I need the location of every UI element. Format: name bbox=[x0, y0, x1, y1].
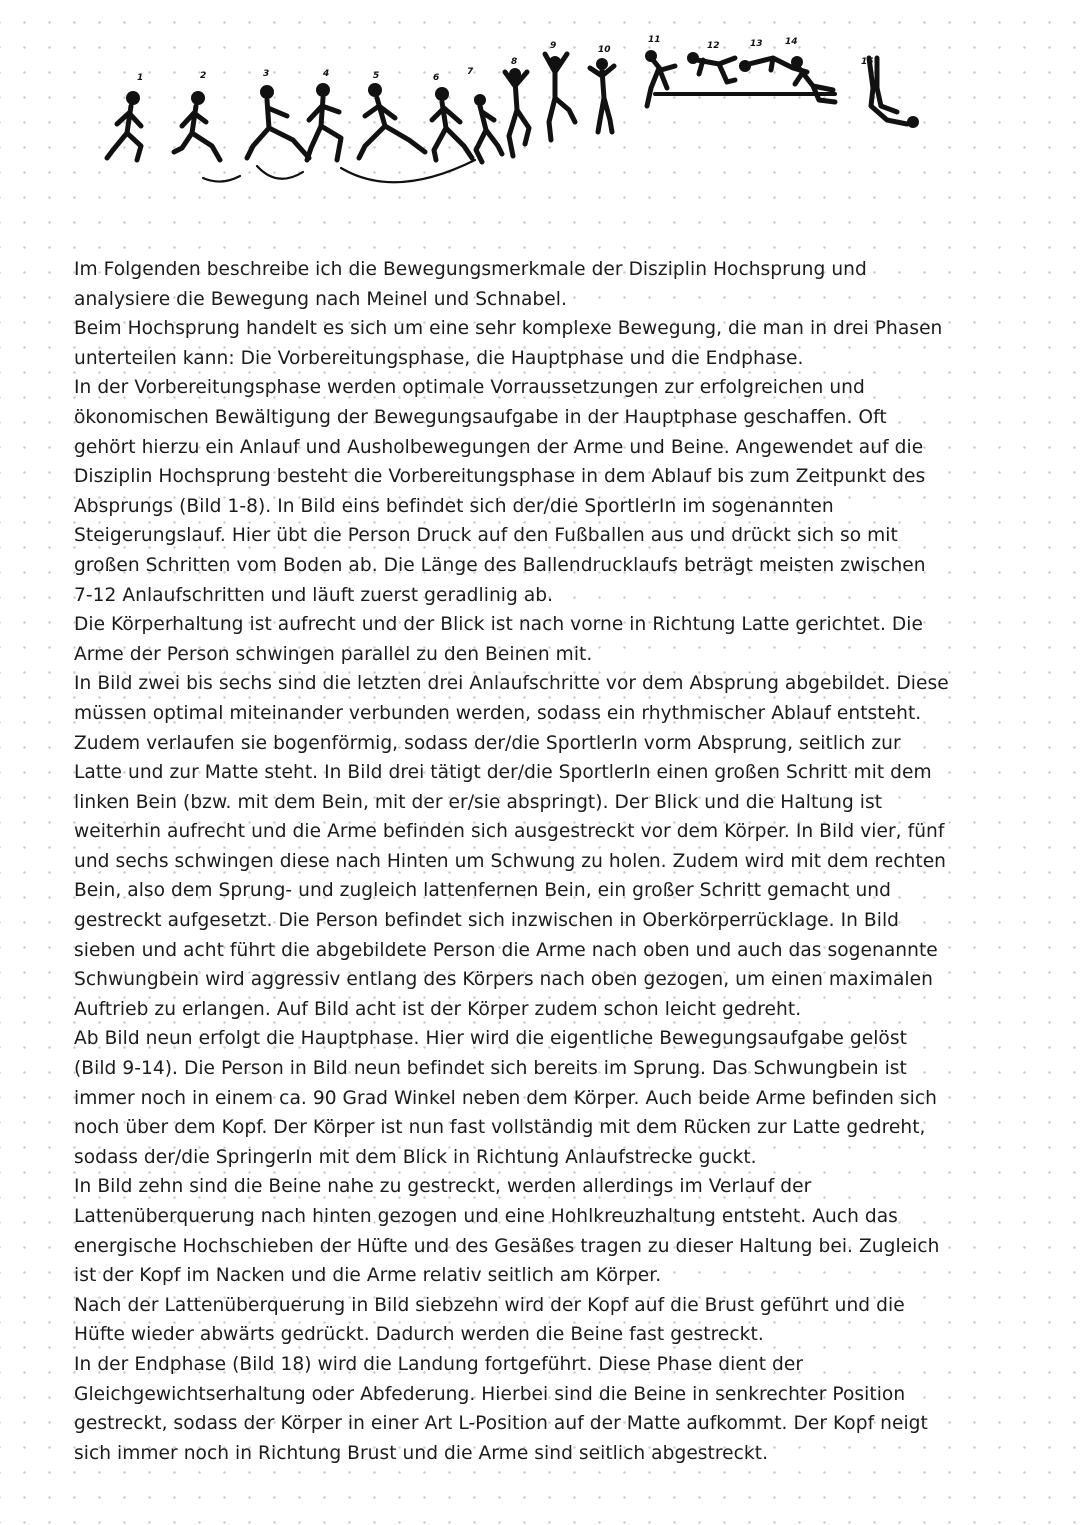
text-line: Lattenüberquerung nach hinten gezogen und eine Hohlkreuzhaltung entsteht. Auch das bbox=[74, 1206, 898, 1227]
text-line: Im Folgenden beschreibe ich die Bewegungsmerkmale der Disziplin Hochsprung und bbox=[74, 259, 867, 280]
frame-label: 13 bbox=[750, 39, 763, 49]
frame-label: 9 bbox=[550, 41, 557, 51]
figure-frame-15 bbox=[869, 58, 919, 128]
text-line: Disziplin Hochsprung besteht die Vorbereitungsphase in dem Ablauf bis zum Zeitpunkt des bbox=[74, 466, 926, 488]
frame-label: 11 bbox=[648, 35, 661, 45]
high-jump-sequence-illustration bbox=[95, 28, 935, 198]
frame-label: 10 bbox=[598, 45, 611, 55]
text-line: Beim Hochsprung handelt es sich um eine sehr komplexe Bewegung, die man in drei Phasen bbox=[74, 318, 943, 340]
text-line: sodass der/die SpringerIn mit dem Blick in Richtung Anlaufstrecke guckt. bbox=[74, 1146, 757, 1168]
text-line: Latte und zur Matte steht. In Bild drei tätigt der/die SportlerIn einen großen Schritt mit dem bbox=[74, 762, 932, 784]
text-line: Schwungbein wird aggressiv entlang des Körpers nach oben gezogen, um einen maximalen bbox=[74, 969, 933, 991]
text-line: Die Körperhaltung ist aufrecht und der Blick ist nach vorne in Richtung Latte gerichtet. Die bbox=[74, 614, 923, 636]
high-jump-sequence-drawing bbox=[95, 28, 935, 198]
text-line: linken Bein (bzw. mit dem Bein, mit der er/sie abspringt). Der Blick und die Haltung ist bbox=[74, 791, 883, 813]
frame-label: 14 bbox=[785, 37, 798, 47]
text-line: 7-12 Anlaufschritten und läuft zuerst geradlinig ab. bbox=[74, 584, 554, 606]
text-line: weiterhin aufrecht und die Arme befinden sich ausgestreckt vor dem Körper. In Bild vier, fünf bbox=[74, 821, 945, 843]
text-line: Ab Bild neun erfolgt die Hauptphase. Hier wird die eigentliche Bewegungsaufgabe gelöst bbox=[74, 1028, 907, 1050]
text-line: Bein, also dem Sprung- und zugleich lattenfernen Bein, ein großer Schritt gemacht und bbox=[74, 880, 891, 902]
text-line: In der Vorbereitungsphase werden optimale Vorraussetzungen zur erfolgreichen und bbox=[74, 377, 865, 399]
text-line: und sechs schwingen diese nach Hinten um Schwung zu holen. Zudem wird mit dem rechten bbox=[74, 850, 947, 872]
text-line: (Bild 9-14). Die Person in Bild neun befindet sich bereits im Sprung. Das Schwungbein ist bbox=[74, 1058, 907, 1080]
figure-frame-2 bbox=[174, 91, 220, 160]
figure-frame-3 bbox=[247, 85, 309, 158]
step-arc-2 bbox=[257, 166, 303, 179]
figure-frame-10 bbox=[590, 58, 614, 132]
figure-frame-12 bbox=[687, 52, 735, 82]
analysis-text bbox=[74, 255, 1004, 1468]
text-line: gestreckt aufgesetzt. Die Person befindet sich inzwischen in Oberkörperrücklage. In Bild bbox=[74, 910, 900, 932]
text-line: müssen optimal miteinander verbunden werden, sodass ein rhythmischer Ablauf entsteht. bbox=[74, 702, 922, 724]
step-arc-3 bbox=[341, 160, 475, 182]
frame-label: 4 bbox=[323, 69, 330, 79]
text-line: Hüfte wieder abwärts gedrückt. Dadurch werden die Beine fast gestreckt. bbox=[74, 1324, 764, 1346]
frame-label: 8 bbox=[511, 57, 518, 67]
frame-label: 7 bbox=[467, 67, 474, 77]
text-line: gehört hierzu ein Anlauf und Ausholbewegungen der Arme und Beine. Angewendet auf die bbox=[74, 436, 924, 458]
frame-label: 6 bbox=[433, 73, 440, 83]
text-line: Auftrieb zu erlangen. Auf Bild acht ist der Körper zudem schon leicht gedreht. bbox=[74, 998, 802, 1020]
frame-label: 3 bbox=[263, 69, 270, 79]
step-rhythm-arcs bbox=[203, 160, 475, 182]
text-line: Steigerungslauf. Hier übt die Person Druck auf den Fußballen aus und drückt sich so mit bbox=[74, 525, 898, 547]
text-line: unterteilen kann: Die Vorbereitungsphase, die Hauptphase und die Endphase. bbox=[74, 347, 804, 369]
text-line: großen Schritten vom Boden ab. Die Länge des Ballendrucklaufs beträgt meisten zwischen bbox=[74, 554, 926, 576]
text-line: In Bild zehn sind die Beine nahe zu gestreckt, werden allerdings im Verlauf der bbox=[74, 1176, 812, 1198]
frame-label: 12 bbox=[707, 41, 720, 51]
text-line: In Bild zwei bis sechs sind die letzten drei Anlaufschritte vor dem Absprung abgebildet. Diese bbox=[74, 673, 949, 695]
frame-label: 2 bbox=[200, 71, 207, 81]
figure-frame-9 bbox=[545, 54, 575, 140]
figure-frame-8 bbox=[505, 68, 529, 156]
text-line: sieben und acht führt die abgebildete Person die Arme nach oben und auch das sogenannte bbox=[74, 939, 938, 961]
frame-label: 15 bbox=[861, 57, 874, 67]
text-line: energische Hochschieben der Hüfte und des Gesäßes tragen zu dieser Haltung bei. Zugleich bbox=[74, 1235, 940, 1257]
figure-frame-6 bbox=[432, 87, 472, 160]
text-line: Nach der Lattenüberquerung in Bild siebzehn wird der Kopf auf die Brust geführt und die bbox=[74, 1294, 905, 1316]
text-line: sich immer noch in Richtung Brust und die Arme sind seitlich abgestreckt. bbox=[74, 1442, 769, 1464]
text-line: Zudem verlaufen sie bogenförmig, sodass der/die SportlerIn vorm Absprung, seitlich zur bbox=[74, 732, 901, 754]
text-line: analysiere die Bewegung nach Meinel und Schnabel. bbox=[74, 288, 567, 310]
text-line: ist der Kopf im Nacken und die Arme relativ seitlich am Körper. bbox=[74, 1265, 662, 1287]
text-line: ökonomischen Bewältigung der Bewegungsaufgabe in der Hauptphase geschaffen. Oft bbox=[74, 406, 887, 428]
frame-label: 1 bbox=[137, 73, 144, 83]
figure-frame-11 bbox=[645, 50, 675, 106]
step-arc-1 bbox=[203, 176, 240, 182]
text-line: Absprungs (Bild 1-8). In Bild eins befindet sich der/die SportlerIn im sogenannten bbox=[74, 495, 834, 517]
text-line: Gleichgewichtserhaltung oder Abfederung. Hierbei sind die Beine in senkrechter Position bbox=[74, 1383, 906, 1405]
frame-label: 5 bbox=[373, 71, 380, 81]
text-line: In der Endphase (Bild 18) wird die Landung fortgeführt. Diese Phase dient der bbox=[74, 1353, 804, 1375]
text-line: Arme der Person schwingen parallel zu den Beinen mit. bbox=[74, 643, 593, 665]
text-line: gestreckt, sodass der Körper in einer Art L-Position auf der Matte aufkommt. Der Kopf neigt bbox=[74, 1413, 928, 1435]
text-line: immer noch in einem ca. 90 Grad Winkel neben dem Körper. Auch beide Arme befinden sich bbox=[74, 1087, 937, 1109]
figure-frame-5 bbox=[359, 83, 425, 158]
text-line: noch über dem Kopf. Der Körper ist nun fast vollständig mit dem Rücken zur Latte gedreht, bbox=[74, 1117, 926, 1139]
figure-frame-1 bbox=[107, 91, 141, 160]
figure-frame-4 bbox=[307, 83, 341, 160]
figure-frame-7 bbox=[474, 94, 502, 162]
